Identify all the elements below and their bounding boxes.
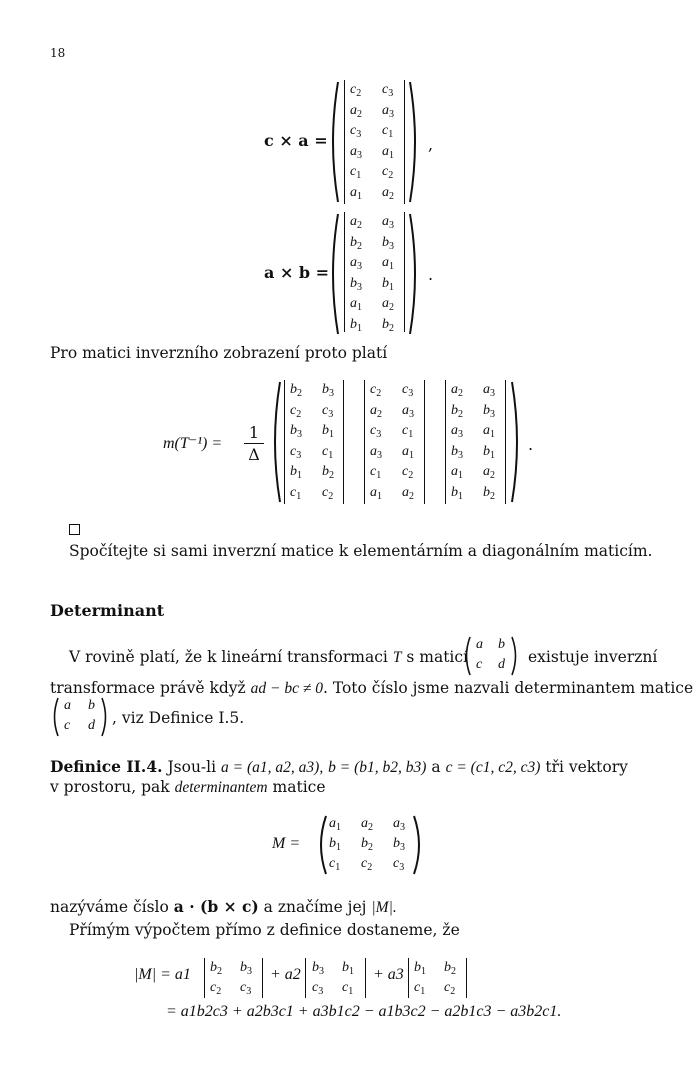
- eq-inv-col1-cell: $c_1$: [290, 484, 302, 502]
- eq-inverse-lhs: m(T⁻¹) =: [163, 435, 223, 452]
- M-lhs: M =: [272, 835, 301, 852]
- exp-m1-cell: $c_2$: [210, 980, 222, 997]
- exercise-text: Spočítejte si sami inverzní matice k elementárním a diagonálním maticím.: [69, 542, 653, 560]
- eq-inv-col1-cell: $b_2$: [290, 382, 302, 399]
- eq-ca-cell: $c_1$: [382, 123, 394, 140]
- eq-ca-lhs: c × a =: [264, 131, 328, 150]
- det-small-right-paren: [510, 636, 520, 676]
- eq-inv-col1-cell: $b_3$: [290, 423, 302, 440]
- det-small-left-paren: [462, 636, 472, 676]
- M-left-paren: [314, 814, 328, 876]
- exp-m2-cell: $b_1$: [342, 960, 354, 977]
- exp-m3-cell: $b_2$: [444, 960, 456, 977]
- det-small2-left-paren: [50, 697, 60, 737]
- eq-ab-cell: $a_2$: [350, 214, 362, 231]
- eq-inv-col2-cell: $a_1$: [402, 443, 414, 461]
- eq-inv-col3-cell: $b_1$: [451, 484, 463, 502]
- eq-inverse-frac-line: [244, 443, 264, 444]
- exp-m1-cell: $b_3$: [240, 960, 252, 977]
- eq-ab-cell: $a_3$: [382, 214, 394, 231]
- det-small-d: d: [498, 657, 505, 672]
- eq-inv-col3-cell: $a_3$: [451, 423, 463, 440]
- M-cell: $c_1$: [329, 856, 341, 873]
- eq-inv-col2-cell: $c_1$: [370, 464, 382, 481]
- eq-ca-cell: $a_1$: [382, 143, 394, 161]
- eq-inv-col1-cell: $c_3$: [290, 443, 302, 461]
- eq-inv-col3-cell: $a_2$: [483, 464, 495, 481]
- definition-line3: nazýváme číslo a · (b × c) a značíme jej |M|.: [50, 897, 397, 916]
- eq-ab-cell: $a_1$: [382, 255, 394, 272]
- definition-line2: v prostoru, pak determinantem matice: [50, 778, 326, 796]
- eq-ca-cell: $c_2$: [350, 82, 362, 99]
- expansion-plus2: + a2: [270, 966, 301, 983]
- eq-ca-cell: $c_1$: [350, 164, 362, 181]
- M-cell: $a_3$: [393, 816, 405, 833]
- eq-ab-left-paren: [326, 212, 340, 336]
- eq-inv-col1-cell: $c_1$: [322, 443, 334, 461]
- eq-ab-cell: $b_3$: [350, 275, 362, 293]
- eq-ab-cell: $b_1$: [382, 275, 394, 293]
- eq-inv-col1-cell: $b_1$: [322, 423, 334, 440]
- det-para-line2: transformace právě když ad − bc ≠ 0. Toto číslo jsme nazvali determinantem matice: [50, 679, 694, 697]
- M-right-paren: [412, 814, 426, 876]
- expansion-line2: = a1b2c3 + a2b3c1 + a3b1c2 − a1b3c2 − a2b1c3 − a3b2c1.: [166, 1003, 562, 1020]
- section-title: Determinant: [50, 601, 165, 620]
- det-para-line3: , viz Definice I.5.: [112, 709, 245, 727]
- exp-m1-cell: $b_2$: [210, 960, 222, 977]
- expansion-plus3: + a3: [373, 966, 404, 983]
- eq-ca-cell: $c_3$: [350, 123, 362, 140]
- eq-inverse-left-paren: [268, 380, 282, 504]
- eq-ab-lhs: a × b =: [264, 263, 330, 282]
- direct-para: Přímým výpočtem přímo z definice dostaneme, že: [69, 921, 460, 939]
- det-small2-a: a: [64, 698, 71, 713]
- M-cell: $c_3$: [393, 856, 405, 873]
- M-cell: $c_2$: [361, 856, 373, 873]
- eq-inv-col3-cell: $b_1$: [483, 443, 495, 461]
- eq-inv-col1-cell: $c_3$: [322, 402, 334, 420]
- eq-inv-col2-cell: $a_2$: [370, 402, 382, 420]
- eq-ca-cell: $a_2$: [350, 102, 362, 120]
- eq-inverse-right-paren: [510, 380, 524, 504]
- det-small-c: c: [476, 657, 483, 672]
- M-cell: $b_3$: [393, 836, 405, 853]
- eq-ca-trail: ,: [428, 135, 434, 154]
- eq-inv-col3-cell: $a_2$: [451, 382, 463, 399]
- eq-ca-right-paren: [408, 80, 422, 204]
- eq-inverse-trail: .: [528, 435, 534, 454]
- M-cell: $a_2$: [361, 816, 373, 833]
- eq-ab-right-paren: [408, 212, 422, 336]
- eq-inverse-frac-den: Δ: [248, 445, 260, 464]
- eq-ab-cell: $a_2$: [382, 296, 394, 313]
- exp-m3-cell: $b_1$: [414, 960, 426, 977]
- eq-inv-col3-cell: $a_1$: [483, 423, 495, 440]
- eq-ab-cell: $b_2$: [350, 234, 362, 252]
- eq-inv-col2-cell: $a_2$: [402, 484, 414, 502]
- eq-ca-left-paren: [326, 80, 340, 204]
- det-small2-c: c: [64, 718, 71, 733]
- eq-inv-col2-cell: $a_1$: [370, 484, 382, 502]
- eq-inverse-frac-num: 1: [248, 423, 260, 442]
- eq-inv-col1-cell: $b_2$: [322, 464, 334, 481]
- M-cell: $b_2$: [361, 836, 373, 853]
- eq-inv-col3-cell: $a_3$: [483, 382, 495, 399]
- det-small-b: b: [498, 637, 505, 652]
- det-small2-d: d: [88, 718, 95, 733]
- eq-inv-col2-cell: $a_3$: [370, 443, 382, 461]
- definition-line1: Definice II.4. Jsou-li a = (a1, a2, a3), b = (b1, b2, b3) a c = (c1, c2, c3) tři vektory: [50, 757, 628, 776]
- eq-inv-col3-cell: $b_2$: [483, 484, 495, 502]
- eq-ca-cell: $a_3$: [350, 143, 362, 161]
- exp-m3-cell: $c_1$: [414, 980, 426, 997]
- eq-ca-cell: $c_3$: [382, 82, 394, 99]
- eq-inv-col2-cell: $c_1$: [402, 423, 414, 440]
- det-para-line1-end: existuje inverzní: [528, 648, 658, 666]
- exp-m2-cell: $c_3$: [312, 980, 324, 997]
- eq-ab-cell: $b_1$: [350, 316, 362, 334]
- eq-inv-col2-cell: $a_3$: [402, 402, 414, 420]
- eq-inv-col1-cell: $b_1$: [290, 464, 302, 481]
- det-para-line1: V rovině platí, že k lineární transformaci T s maticí: [69, 648, 469, 666]
- eq-inv-col3-cell: $b_3$: [451, 443, 463, 461]
- eq-ab-cell: $b_2$: [382, 316, 394, 334]
- eq-inv-col3-cell: $b_3$: [483, 402, 495, 420]
- eq-inv-col3-cell: $a_1$: [451, 464, 463, 481]
- det-small-a: a: [476, 637, 483, 652]
- eq-inv-col2-cell: $c_3$: [370, 423, 382, 440]
- eq-ca-cell: $a_3$: [382, 102, 394, 120]
- eq-ca-cell: $a_1$: [350, 184, 362, 202]
- eq-ab-trail: .: [428, 265, 434, 284]
- det-small2-b: b: [88, 698, 95, 713]
- eq-inv-col1-cell: $c_2$: [290, 402, 302, 420]
- exp-m1-cell: $c_3$: [240, 980, 252, 997]
- M-cell: $a_1$: [329, 816, 341, 833]
- det-small2-right-paren: [100, 697, 110, 737]
- exp-m2-cell: $c_1$: [342, 980, 354, 997]
- exp-m3-cell: $c_2$: [444, 980, 456, 997]
- page-number: 18: [50, 46, 66, 60]
- exp-m2-cell: $b_3$: [312, 960, 324, 977]
- expansion-lhs: |M| = a1: [134, 966, 191, 983]
- para-inverse: Pro matici inverzního zobrazení proto platí: [50, 344, 388, 362]
- eq-inv-col1-cell: $c_2$: [322, 484, 334, 502]
- eq-ab-cell: $b_3$: [382, 234, 394, 252]
- eq-inv-col2-cell: $c_2$: [402, 464, 414, 481]
- eq-ca-cell: $c_2$: [382, 164, 394, 181]
- eq-ab-cell: $a_3$: [350, 255, 362, 272]
- eq-inv-col3-cell: $b_2$: [451, 402, 463, 420]
- eq-inv-col1-cell: $b_3$: [322, 382, 334, 399]
- M-cell: $b_1$: [329, 836, 341, 853]
- eq-ca-cell: $a_2$: [382, 184, 394, 202]
- qed-square: [69, 524, 80, 535]
- eq-inv-col2-cell: $c_2$: [370, 382, 382, 399]
- eq-inv-col2-cell: $c_3$: [402, 382, 414, 399]
- eq-ab-cell: $a_1$: [350, 296, 362, 313]
